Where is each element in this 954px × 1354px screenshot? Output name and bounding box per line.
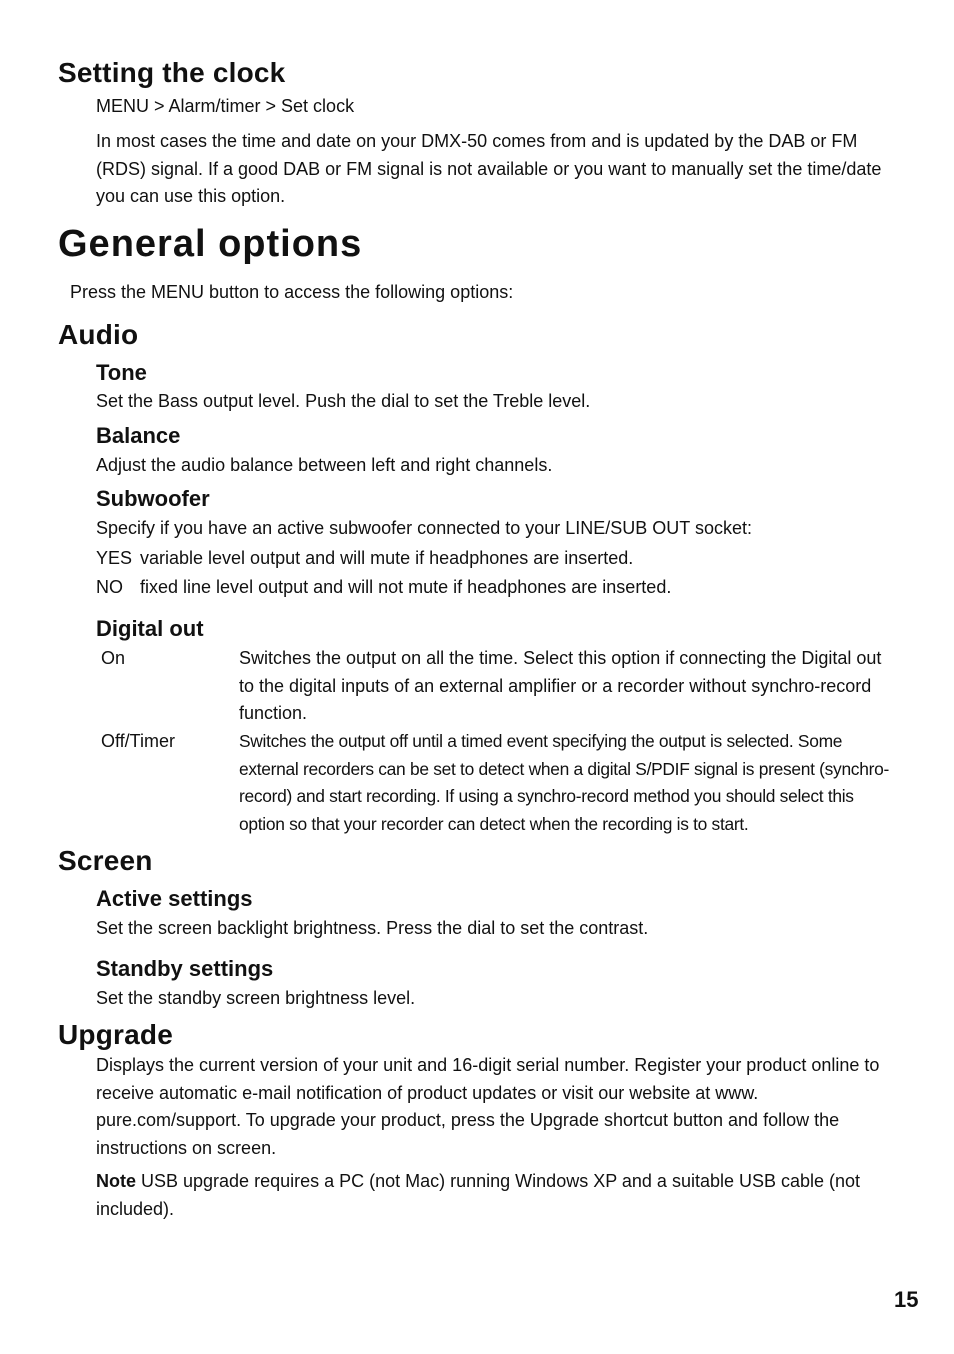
screen-heading: Screen xyxy=(58,845,153,876)
digital-out-option-key: On xyxy=(101,648,126,668)
tone-body: Set the Bass output level. Push the dial to set the Treble level. xyxy=(96,391,591,411)
active-settings-heading: Active settings xyxy=(96,886,253,911)
setting-clock-heading: Setting the clock xyxy=(58,57,286,88)
subwoofer-option-key: NO xyxy=(96,577,123,597)
balance-heading: Balance xyxy=(96,423,181,448)
upgrade-note xyxy=(96,1168,886,1223)
active-settings-body: Set the screen backlight brightness. Press the dial to set the contrast. xyxy=(96,918,649,938)
balance-body: Adjust the audio balance between left and right channels. xyxy=(96,455,553,475)
setting-clock-menu-path: MENU > Alarm/timer > Set clock xyxy=(96,96,355,116)
audio-heading: Audio xyxy=(58,319,139,350)
general-options-heading: General options xyxy=(58,223,363,265)
general-options-intro: Press the MENU button to access the following options: xyxy=(70,282,514,302)
setting-clock-body: In most cases the time and date on your DMX-50 comes from and is updated by the DAB or FM (RDS) signal. If a good DAB or FM signal is not available or you want to manually set the time/date you can use this option. xyxy=(96,131,882,206)
standby-settings-heading: Standby settings xyxy=(96,956,274,981)
note-text: USB upgrade requires a PC (not Mac) running Windows XP and a suitable USB cable (not included). xyxy=(96,1171,861,1219)
digital-out-option-text: Switches the output on all the time. Select this option if connecting the Digital out to the digital inputs of an external amplifier or a recorder without synchro-record function. xyxy=(239,648,882,723)
page-number: 15 xyxy=(894,1287,919,1312)
standby-settings-body: Set the standby screen brightness level. xyxy=(96,988,416,1008)
note-label: Note xyxy=(96,1171,136,1191)
digital-out-option-text: Switches the output off until a timed event specifying the output is selected. Some external recorders can be set to detect when a digital S/PDIF signal is present (synchro-record) and start recording. If using a synchro-record method you should select this option so that your recorder can detect when the recording is to start. xyxy=(239,731,889,834)
upgrade-body: Displays the current version of your unit and 16-digit serial number. Register your product online to receive automatic e-mail notification of product updates or visit our website at www. pure.com/support. To upgrade your product, press the Upgrade shortcut button and follow the instructions on screen. xyxy=(96,1055,880,1158)
digital-out-heading: Digital out xyxy=(96,616,204,641)
subwoofer-body: Specify if you have an active subwoofer connected to your LINE/SUB OUT socket: xyxy=(96,518,752,538)
subwoofer-option-text: fixed line level output and will not mute if headphones are inserted. xyxy=(140,577,672,597)
digital-out-option-key: Off/Timer xyxy=(101,731,176,751)
upgrade-heading: Upgrade xyxy=(58,1019,173,1050)
tone-heading: Tone xyxy=(96,360,147,385)
subwoofer-heading: Subwoofer xyxy=(96,486,210,511)
subwoofer-option-key: YES xyxy=(96,548,133,568)
subwoofer-option-text: variable level output and will mute if headphones are inserted. xyxy=(140,548,634,568)
